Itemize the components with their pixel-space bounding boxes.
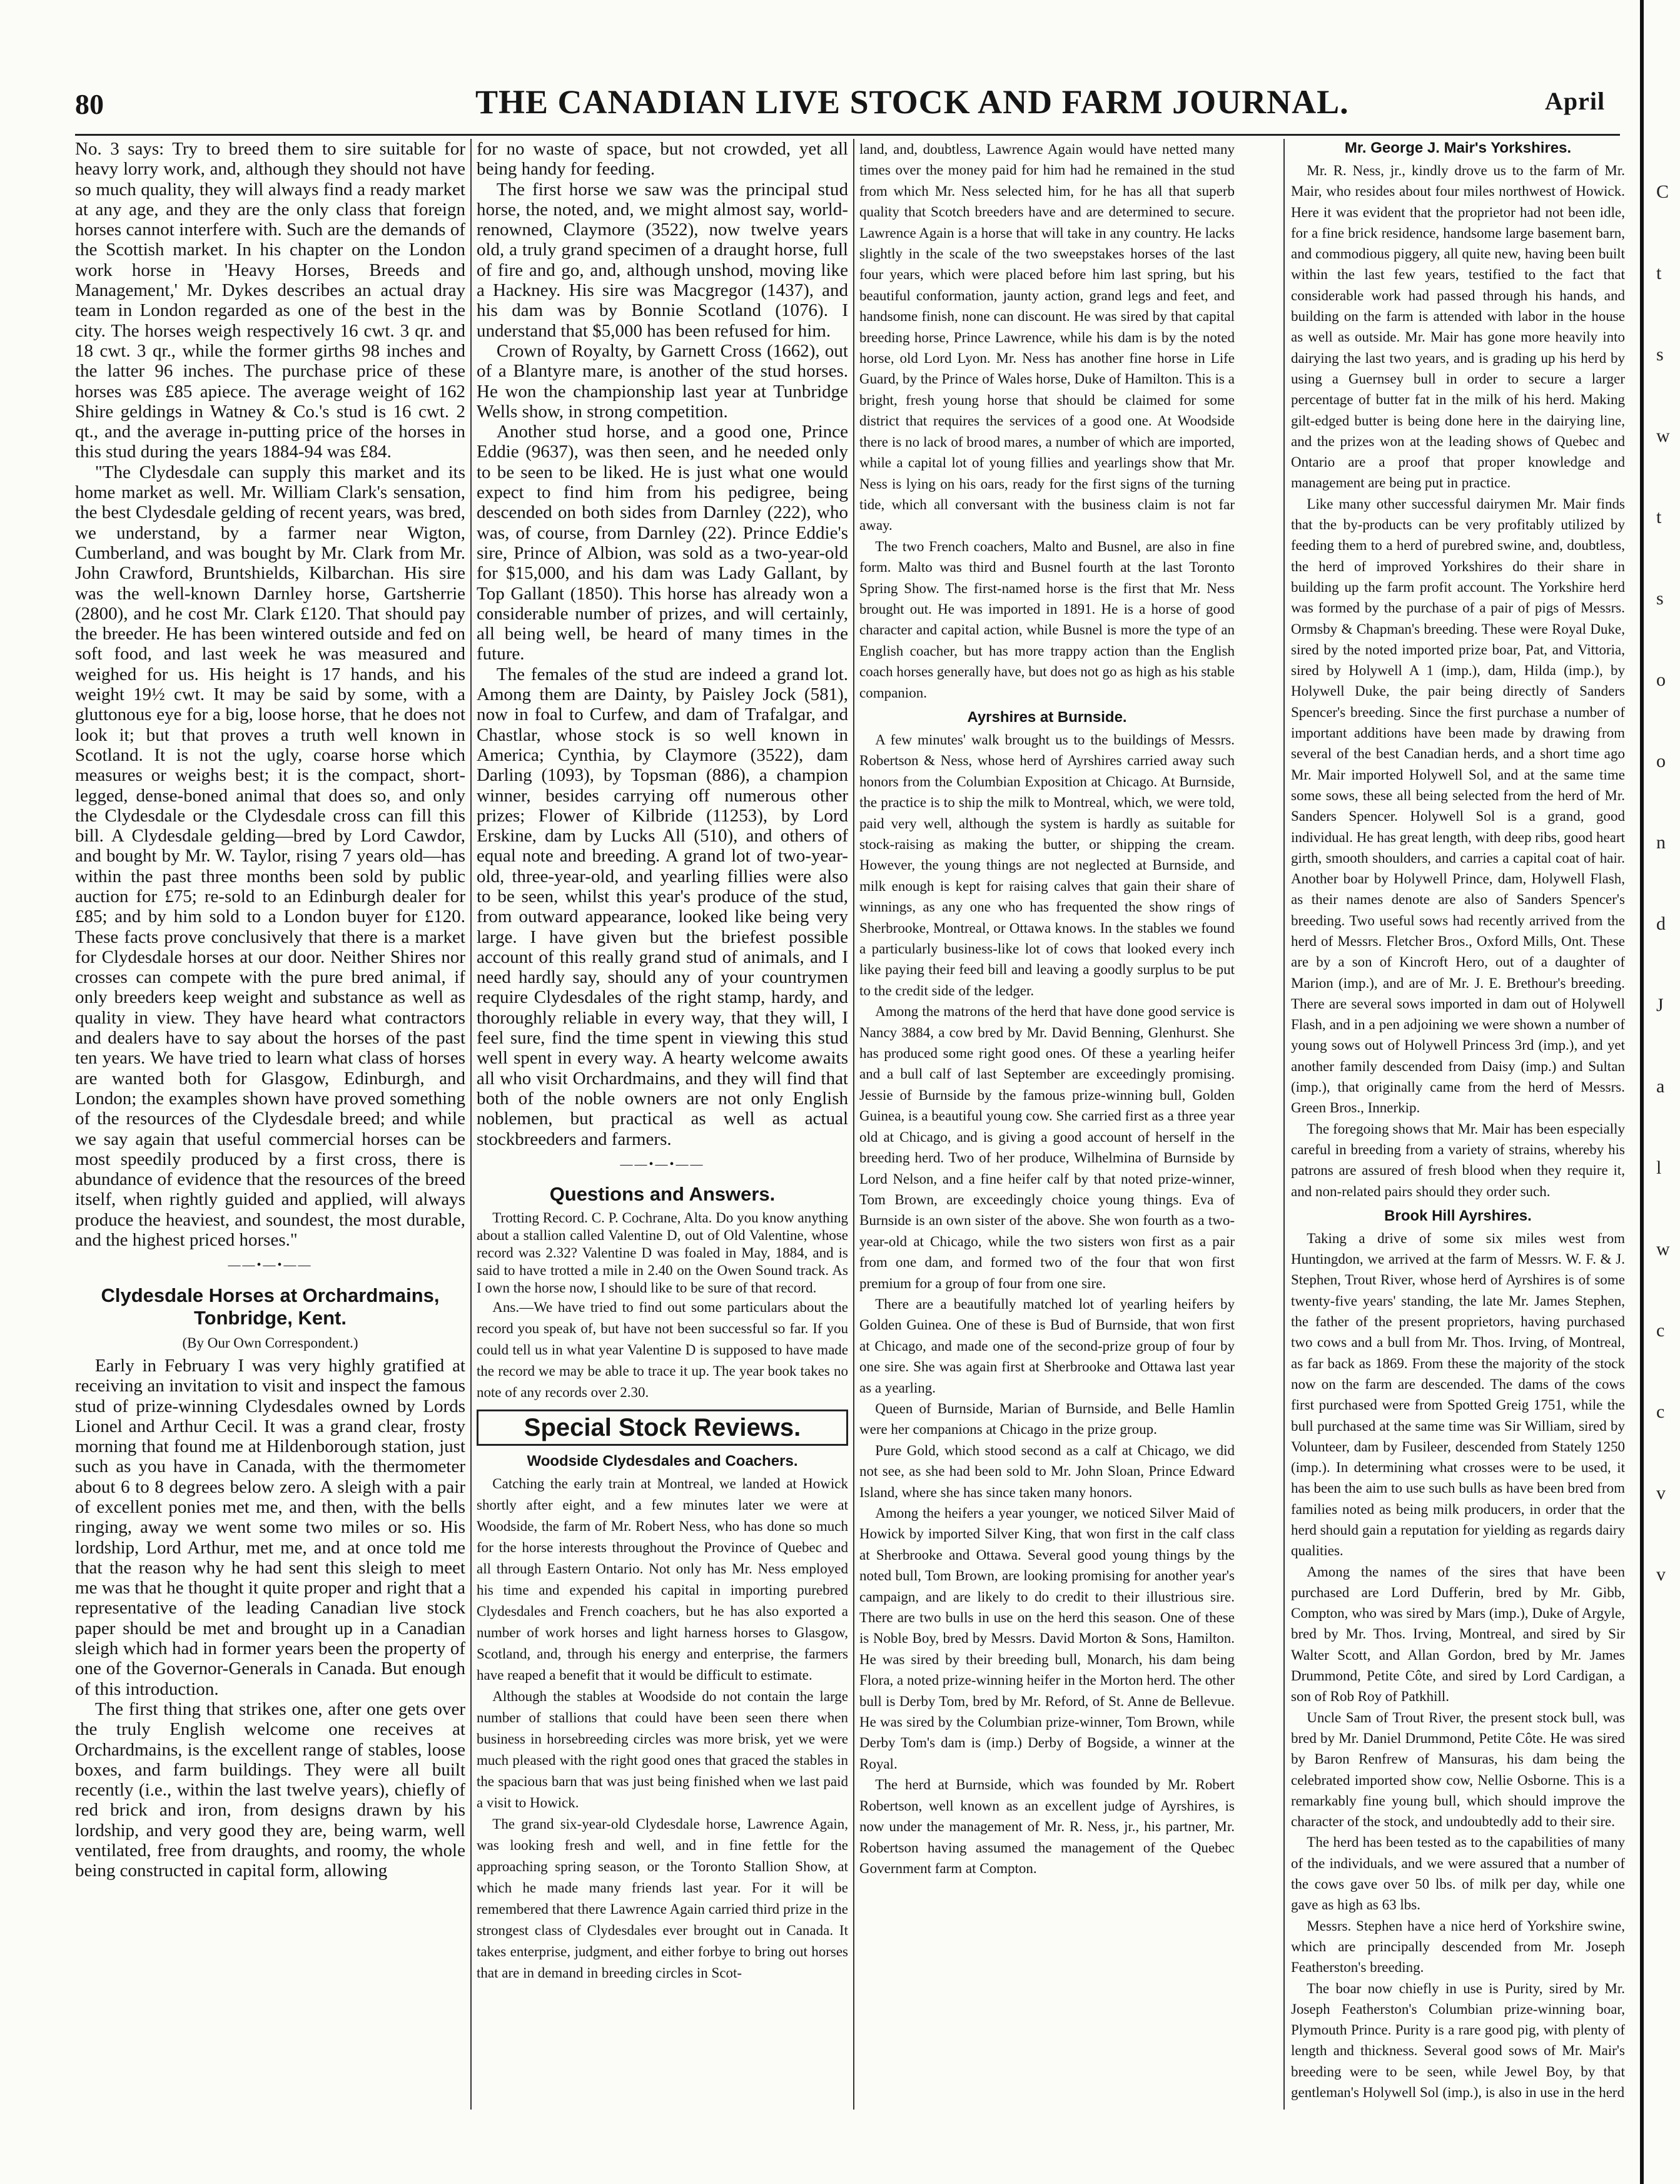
subheading-ayrshires-burnside: Ayrshires at Burnside. [967,708,1127,726]
answer-paragraph: Ans.—We have tried to find out some particulars about the record you speak of, but have not been successful so far. If you could tell us in what year Valentine D is supposed to have made the record we may be able to trace it up. The year book takes no note of any records over 2.30. [477,1299,848,1401]
margin-letter: o [1656,751,1666,771]
subheading-brook-hill: Brook Hill Ayrshires. [1384,1207,1532,1224]
margin-letter: t [1656,263,1662,283]
paragraph: The foregoing shows that Mr. Mair has been especially careful in breeding from a variety of strains, whereby his patrons are assured of fresh blood when they require it, and non-related pairs should they order such. [1291,1120,1625,1199]
paragraph: The two French coachers, Malto and Busnel, are also in fine form. Malto was third and Busnel fourth at the last Toronto Spring Show. The first-named horse is the first that Mr. Ness brought out. He was imported in 1891. He is a horse of good character and capital action, while Busnel is more the type of an English coacher, but has more trappy action than the English coach horses generally have, but does not go as high as his stable companion. [859,538,1235,701]
paragraph: Crown of Royalty, by Garnett Cross (1662), out of a Blantyre mare, is another of the stud horses. He won the championship last year at Tunbridge Wells show, in strong competition. [477,340,848,422]
paragraph: Among the heifers a year younger, we noticed Silver Maid of Howick by imported Silver King, that won first in the calf class at Sherbrooke and Ottawa. Several good young things by the noted bull, Tom Brown, are looking promising for another year's campaign, and are likely to do credit to their illustrious sire. There are two bulls in use on the herd this season. One of these is Noble Boy, bred by Messrs. David Morton & Sons, Hamilton. He was sired by their breeding bull, Monarch, his dam being Flora, a noted prize-winning heifer in the Morton herd. The other bull is Derby Tom, bred by Mr. Reford, of St. Anne de Bellevue. He was sired by the Columbian prize-winner, Tom Brown, while Derby Tom's dam is (imp.) Derby of Bogside, a winner at the Royal. [859,1505,1235,1772]
column-2 [477,139,848,2116]
paragraph: The herd has been tested as to the capabilities of many of the individuals, and we were assured that a number of the cows gave over 50 lbs. of milk per day, while one gave as high as 63 lbs. [1291,1834,1625,1913]
column-rule [1283,139,1285,2110]
adjacent-page-margin [1656,181,1675,1645]
journal-title: THE CANADIAN LIVE STOCK AND FARM JOURNAL. [475,83,1349,121]
paragraph: Among the matrons of the herd that have done good service is Nancy 3884, a cow bred by Mr. David Benning, Glenhurst. She has produced some right good ones. Of these a yearling heifer and a bull calf of last September are exceedingly promising. Jessie of Burnside by the famous prize-winning bull, Golden Guinea, is a beautiful young cow. She carried first as a three year old at Chicago, and is giving a good account of herself in the breeding herd. Two of her produce, Wilhelmina of Burnside by Lord Nelson, and a fine heifer calf by that noted prize-winner, Tom Brown, are exceedingly choice young things. Eva of Burnside is an own sister of the above. She won fourth as a two-year-old at Chicago, while the two sisters won first as a pair from one dam, and formed two of the four that won first premium for a group of four from one sire. [859,1003,1235,1291]
paragraph: Pure Gold, which stood second as a calf at Chicago, we did not see, as she had been sold to Mr. John Sloan, Prince Edward Island, where she has since taken many honors. [859,1442,1235,1500]
column-rule [470,139,472,2110]
paragraph: The females of the stud are indeed a grand lot. Among them are Dainty, by Paisley Jock (581), now in foal to Curfew, and dam of Trafalgar, and Chastlar, whose stock is so well known in America; Cynthia, by Claymore (3522), dam Darling (1093), by Topsman (886), a champion winner, besides carrying off numerous other prizes; Flower of Kilbride (11253), by Lord Erskine, dam by Lucks All (510), and others of equal note and breeding. A grand lot of two-year-old, three-year-old, and yearling fillies were also to be seen, whilst this year's produce of the stud, from outward appearance, looked like being very large. I have given but the briefest possible account of this really grand stud of animals, and I need hardly say, should any of your countrymen require Clydesdales of the right stamp, hardy, and thoroughly reliable in every way, that they will, I feel sure, find the time spent in viewing this stud well spent in every way. A hearty welcome awaits all who visit Orchardmains, and they will find that both of the noble owners are not only English noblemen, but practical as well as actual stockbreeders and farmers. [477,664,848,1149]
subheading-mair-yorkshires: Mr. George J. Mair's Yorkshires. [1344,140,1572,156]
issue-month: April [1545,87,1606,115]
paragraph: Like many other successful dairymen Mr. Mair finds that the by-products can be very profitably utilized by feeding them to a herd of purebred swine, and, doubtless, the herd of improved Yorkshires do their share in building up the farm profit account. The Yorkshire herd was formed by the purchase of a pair of pigs of Messrs. Ormsby & Chapman's breeding. These were Royal Duke, sired by the noted imported prize boar, Pat, and Vittoria, sired by Holywell A 1 (imp.), dam, Hilda (imp.), by Holywell Duke, the pair being directly of Sanders Spencer's breeding. Since the first purchase a number of important additions have been made by drawing from several of the best Canadian herds, and a short time ago Mr. Mair imported Holywell Sol, and at the same time some sows, these all being selected from the herd of Mr. Sanders Spencer. Holywell Sol is a grand, good individual. He has great length, with deep ribs, good heart girth, smooth shoulders, and carries a capital coat of hair. Another boar by Holywell Prince, dam, Holywell Flash, as their names denote are also of Sanders Spencer's breeding. Two useful sows had recently arrived from the herd of Messrs. Fletcher Bros., Oxford Mills, Ont. These are by a son of Kincroft Hero, out of a daughter of Marion (imp.), and are of Mr. J. E. Brethour's breeding. There are several sows imported in dam out of Holywell Flash, and in a pen adjoining we were shown a number of young sows out of Holywell Princess 3rd (imp.), and yet another family descended from Daisy (imp.) and Sultan (imp.), that originally came from the herd of Messrs. Green Bros., Innerkip. [1291,495,1625,1116]
section-heading-questions: Questions and Answers. [549,1183,776,1206]
margin-letter: d [1656,913,1666,934]
paragraph: Uncle Sam of Trout River, the present stock bull, was bred by Mr. Daniel Drummond, Petite Côte. He was sired by Baron Renfrew of Mansuras, his dam being the celebrated imported show cow, Nellie Osborne. This is a remarkably fine young bull, which should improve the character of the stock, and undoubtedly add to their sire. [1291,1709,1625,1830]
margin-letter: w [1656,1239,1670,1259]
paragraph: The herd at Burnside, which was founded by Mr. Robert Robertson, well known as an excellent judge of Ayrshires, is now under the management of Mr. R. Ness, jr., his partner, Mr. Robertson having assumed the management of the Quebec Government farm at Compton. [859,1777,1235,1876]
paragraph: Catching the early train at Montreal, we landed at Howick shortly after eight, and a few minutes later we were at Woodside, the farm of Mr. Robert Ness, who has done so much for the horse interests throughout the Province of Quebec and all through Eastern Ontario. Not only has Mr. Ness employed his time and expended his capital in importing purebred Clydesdales and French coachers, but he has also exported a number of work horses and light harness horses to Glasgow, Scotland, and, through his energy and enterprise, the farmers have reaped a benefit that it would be difficult to estimate. [477,1476,848,1684]
paragraph: Messrs. Stephen have a nice herd of Yorkshire swine, which are principally descended from Mr. Joseph Featherston's breeding. [1291,1917,1625,1976]
margin-letter: w [1656,425,1670,446]
paragraph: land, and, doubtless, Lawrence Again would have netted many times over the money paid for him had he remained in the stud from which Mr. Ness selected him, for he has all that superb quality that Scotch breeders have and are determined to secure. Lawrence Again is a horse that will take in any country. He lacks slightly in the scale of the two sweepstakes horses of the last four years, which were placed before him last spring, but his beautiful conformation, jaunty action, grand legs and feet, and handsome finish, none can discount. He was sired by that capital breeding horse, Prince Lawrence, while his dam is by the noted horse, old Lord Lyon. Mr. Ness has another fine horse in Life Guard, by the Prince of Wales horse, Duke of Hamilton. This is a bright, fresh young horse that should be claimed for some district that requires the services of a good one. At Woodside there is no lack of brood mares, a number of which are imported, while a capital lot of young fillies and yearlings show that Mr. Ness is lying on his oars, ready for the first signs of the turning tide, which all conversant with the business claim is not far away. [859,141,1235,534]
binding-edge [1640,0,1644,2184]
paragraph: Early in February I was very highly gratified at receiving an invitation to visit and inspect the famous stud of prize-winning Clydesdales owned by Lords Lionel and Arthur Cecil. It was a grand clear, frosty morning that found me at Hildenborough station, just such as you have in Canada, with the thermometer about 6 to 8 degrees below zero. A sleigh with a pair of excellent ponies met me, and then, with the bells ringing, away we went some two miles or so. His lordship, Lord Arthur, met me, and at once told me that the reason why he had sent this sleigh to meet me was that he thought it quite proper and right that a representative of the leading Canadian live stock paper should be met and brought up in a Canadian sleigh which had in former years been the property of one of the Governor-Generals in Canada. But enough of this introduction. [75,1355,465,1699]
section-ornament: ——•—•—— [228,1258,313,1272]
column-4 [1291,139,1625,2116]
paragraph: Another stud horse, and a good one, Prince Eddie (9637), was then seen, and he needed only to be seen to be liked. He is just what one would expect to find him from his pedigree, being descended on both sides from Darnley (222), who was, of course, from Darnley (22). Prince Eddie's sire, Prince of Albion, was sold as a two-year-old for $15,000, and his dam was Lady Gallant, by Top Gallant (1850). This horse has already won a considerable number of prizes, and will certainly, all being well, be heard of many times in the future. [477,422,848,664]
header-rule [75,134,1620,136]
margin-letter: t [1656,507,1662,527]
question-paragraph: Trotting Record. C. P. Cochrane, Alta. Do you know anything about a stallion called Valentine D, out of Old Valentine, whose record was 2.32? Valentine D was foaled in May, 1884, and is said to have trotted a mile in 2.40 on the Owen Sound track. As I own the horse now, I should like to be sure of that record. [477,1210,848,1296]
paragraph: A few minutes' walk brought us to the buildings of Messrs. Robertson & Ness, whose herd of Ayrshires carried away such honors from the Columbian Exposition at Chicago. At Burnside, the practice is to ship the milk to Montreal, which, we were told, paid very well, although the system is hardly as suitable for stock-raising as making the butter, or shipping the cream. However, the young things are not neglected at Burnside, and milk enough is kept for raising calves that gain their share of winnings, as any one who has frequented the show rings of Sherbrooke, Montreal, or Ottawa knows. In the stables we found a particularly business-like lot of cows that looked every inch like paying their feed bill and leaving a goodly surplus to be put to the credit side of the ledger. [859,731,1235,998]
paragraph: "The Clydesdale can supply this market and its home market as well. Mr. William Clark's sensation, the best Clydesdale gelding of recent years, was bred, we understand, by a farmer near Wigton, Cumberland, and was bought by Mr. Clark from Mr. John Crawford, Bruntshields, Kilbarchan. His sire was the well-known Darnley horse, Gartsherrie (2800), and he cost Mr. Clark £120. That should pay the breeder. He has been wintered outside and fed on soft food, and last week he was measured and weighed for us. His height is 17 hands, and his weight 19½ cwt. It may be said by some, with a gluttonous eye for a big, loose horse, that he does not look it; but that proves a truth well known in Scotland. It is not the ugly, coarse horse which measures or weighs best; it is the compact, short-legged, dense-boned animal that does so, and only the Clydesdale or the Clydesdale cross can fill this bill. A Clydesdale gelding—bred by Lord Cawdor, and bought by Mr. W. Taylor, rising 7 years old—has within the past three months been sold by public auction for £75; re-sold to an Edinburgh dealer for £85; and by him sold to a London buyer for £120. These facts prove conclusively that there is a market for Clydesdale horses at our door. Neither Shires nor crosses can compete with the pure bred animal, if only breeders keep weight and substance as well as quality in view. They have heard what contractors and dealers have to say about the horses of the past ten years. We have tried to learn what class of horses are wanted both for Glasgow, Edinburgh, and London; the examples shown have proved something of the resources of the Clydesdale breed; and while we say again that useful commercial horses can be most speedily produced by a first cross, there is abundance of evidence that the resources of the breed itself, when rightly guided and applied, will always produce the heaviest, and soundest, the most durable, and the highest priced horses." [75,462,465,1251]
paragraph: Although the stables at Woodside do not contain the large number of stallions that could have been seen there when business in horsebreeding circles was more brisk, yet we were much pleased with the right good ones that graced the stables in the spacious barn that was just being finished when we last paid a visit to Howick. [477,1689,848,1811]
paragraph: There are a beautifully matched lot of yearling heifers by Golden Guinea. One of these is Bud of Burnside, that won first at Chicago, and made one of the second-prize group of four by one sire. She was again first at Sherbrooke and Ottawa last year as a yearling. [859,1296,1235,1396]
section-heading-clydesdale: Clydesdale Horses at Orchardmains, Tonbridge, Kent. [101,1284,440,1329]
section-ornament: ——•—•—— [620,1157,705,1171]
margin-letter: o [1656,669,1666,690]
column-1 [75,139,465,2116]
margin-letter: J [1656,995,1664,1015]
paragraph: The first horse we saw was the principal stud horse, the noted, and, we might almost say, world-renowned, Claymore (3522), now twelve years old, a truly grand specimen of a draught horse, full of fire and go, and, although unshod, moving like a Hackney. His sire was Macgregor (1437), and his dam was by Bonnie Scotland (1076). I understand that $5,000 has been refused for him. [477,179,848,341]
margin-letter: s [1656,344,1664,365]
page-number: 80 [75,88,104,120]
margin-letter: v [1656,1564,1666,1585]
paragraph: Mr. R. Ness, jr., kindly drove us to the farm of Mr. Mair, who resides about four miles northwest of Howick. Here it was evident that the proprietor had not been idle, for a fine brick residence, handsome large basement barn, and commodious piggery, all quite new, having been built within the last few years, testified to the fact that considerable work had passed through his hands, and building on the farm is attended with labor in the house as well as outside. Mr. Mair has gone more heavily into dairying the last two years, and is grading up his herd by using a Guernsey bull in order to secure a larger percentage of butter fat in the milk of his herd. Making gilt-edged butter is being done here in the dairying line, and the prizes won at the leading shows of Quebec and Ontario are a proof that proper knowledge and management are being put in practice. [1291,163,1625,491]
paragraph: Taking a drive of some six miles west from Huntingdon, we arrived at the farm of Messrs. W. F. & J. Stephen, Trout River, whose herd of Ayrshires is of some twenty-five years' standing, the late Mr. James Stephen, the father of the present proprietors, having purchased two cows and a bull from Mr. Thos. Irving, of Montreal, as far back as 1869. From these the majority of the stock now on the farm are descended. The dams of the cows first purchased were from Spotted Greig 1751, while the bull purchased at the same time was Sir William, sired by Volunteer, dam by Fusileer, descended from Stately 1250 (imp.). In determining what crosses were to be used, it has been the aim to use such bulls as have been bred from families noted as being milk producers, in order that the herd should gain a reputation for yielding as regards dairy qualities. [1291,1230,1625,1559]
margin-letter: C [1656,181,1669,202]
margin-letter: n [1656,832,1666,853]
margin-letter: a [1656,1076,1665,1097]
margin-letter: v [1656,1483,1666,1503]
paragraph: for no waste of space, but not crowded, yet all being handy for feeding. [477,139,848,180]
paragraph: The boar now chiefly in use is Purity, sired by Mr. Joseph Featherston's Columbian prize-winning boar, Plymouth Prince. Purity is a rare good pig, with plenty of length and thickness. Several good sows of Mr. Mair's breeding were to be seen, while Jewel Boy, by that gentleman's Holywell Sol (imp.), is also in use in the herd [1291,1980,1625,2101]
margin-letter: l [1656,1157,1662,1178]
subheading-woodside: Woodside Clydesdales and Coachers. [527,1453,798,1470]
paragraph: Queen of Burnside, Marian of Burnside, and Belle Hamlin were her companions at Chicago in the prize group. [859,1400,1235,1438]
margin-letter: c [1656,1401,1665,1422]
paragraph: The first thing that strikes one, after one gets over the truly English welcome one receives at Orchardmains, is the excellent range of stables, loose boxes, and farm buildings. They were all built recently (i.e., within the last twelve years), chiefly of red brick and iron, from designs drawn by his lordship, and very good they are, being warm, well ventilated, free from draughts, and roomy, the whole being constructed in capital form, allowing [75,1699,465,1881]
column-rule [853,139,854,2110]
byline: (By Our Own Correspondent.) [182,1334,358,1351]
section-heading-special-stock-reviews: Special Stock Reviews. [477,1409,848,1446]
paragraph: The grand six-year-old Clydesdale horse, Lawrence Again, was looking fresh and well, and in fine fettle for the approaching spring season, or the Toronto Stallion Show, at which he made many friends last year. For it will be remembered that there Lawrence Again carried third prize in the strongest class of Clydesdales ever brought out in Canada. It takes enterprise, judgment, and either forbye to bring out horses that are in demand in breeding circles in Scot- [477,1816,848,1981]
margin-letter: s [1656,588,1664,609]
paragraph: Among the names of the sires that have been purchased are Lord Dufferin, bred by Mr. Gibb, Compton, who was sired by Mars (imp.), Duke of Argyle, bred by Mr. Thos. Irving, Montreal, and sired by Sir Walter Scott, and Allan Gordon, bred by Mr. James Drummond, Petite Côte, and sired by Lord Cardigan, a son of Rob Roy of Patkhill. [1291,1563,1625,1705]
margin-letter: c [1656,1320,1665,1341]
paragraph: No. 3 says: Try to breed them to sire suitable for heavy lorry work, and, although they should not have so much quality, they will always find a ready market at any age, and they are the only class that foreign horses cannot interfere with. Such are the demands of the Scottish market. In his chapter on the London work horse in 'Heavy Horses, Breeds and Management,' Mr. Dykes describes an actual dray team in London regarded as one of the best in the city. The horses weigh respectively 16 cwt. 3 qr. and 18 cwt. 3 qr., while the former girths 98 inches and the latter 96 inches. The purchase price of these horses was £85 apiece. The average weight of 162 Shire geldings in Watney & Co.'s stud is 16 cwt. 2 qt., and the average in-putting price of the horses in this stud during the years 1884-94 was £84. [75,139,465,462]
column-3 [859,139,1235,2116]
